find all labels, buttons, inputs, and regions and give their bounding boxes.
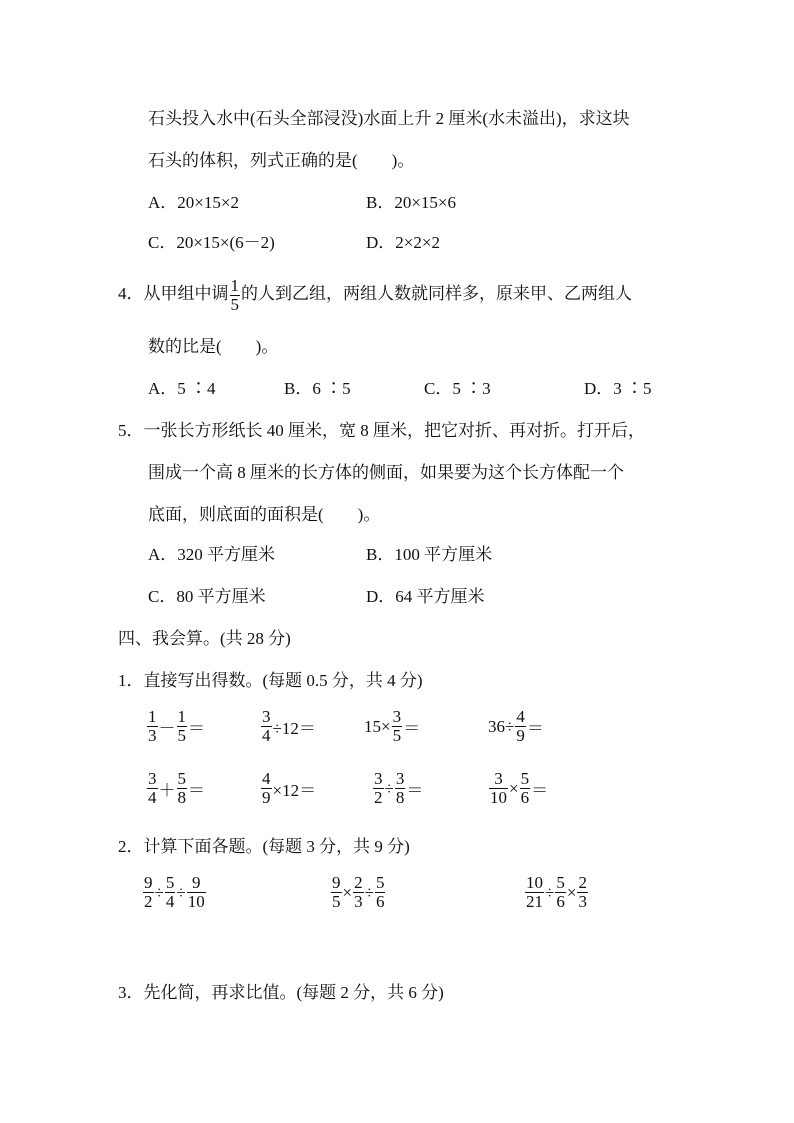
numerator: 3 <box>489 770 508 789</box>
denominator: 9 <box>262 788 271 807</box>
fraction <box>520 770 531 807</box>
numerator: 1 <box>148 707 157 726</box>
operator: ÷ <box>364 882 374 902</box>
fraction <box>577 874 588 911</box>
calc-expression-1 <box>142 874 207 911</box>
numerator: 4 <box>262 769 271 788</box>
operator: ÷ <box>384 778 394 798</box>
fraction <box>392 708 403 745</box>
oral-expression-2 <box>260 708 316 745</box>
oral-expression-1 <box>146 708 205 745</box>
section-heading: 四、我会算。(共 28 分) <box>118 629 291 648</box>
denominator: 5 <box>332 892 341 911</box>
calc-expression-2 <box>330 874 386 911</box>
denominator: 5 <box>177 726 186 745</box>
oral-expression-6 <box>260 770 316 807</box>
equals-sign: ＝ <box>188 781 205 800</box>
operator: × <box>566 882 577 902</box>
numerator: 4 <box>516 707 525 726</box>
operator-tail: ÷12＝ <box>272 719 316 738</box>
q5-text-line1: 5．一张长方形纸长 40 厘米，宽 8 厘米，把它对折、再对折。打开后， <box>118 421 645 440</box>
q5-option-c: C．80 平方厘米 <box>148 587 266 606</box>
denominator: 5 <box>230 294 239 314</box>
numerator: 3 <box>374 769 383 788</box>
operator: ÷ <box>545 882 555 902</box>
numerator: 3 <box>392 707 402 726</box>
fraction <box>177 708 188 745</box>
fraction <box>395 770 406 807</box>
operator: － <box>158 719 176 738</box>
denominator: 4 <box>262 726 271 745</box>
numerator: 2 <box>578 873 587 892</box>
q4-suffix: 的人到乙组，两组人数就同样多，原来甲、乙两组人 <box>241 284 632 303</box>
numerator: 1 <box>177 707 186 726</box>
fraction <box>147 708 158 745</box>
q5-text-line2: 围成一个高 8 厘米的长方体的侧面，如果要为这个长方体配一个 <box>148 463 624 482</box>
fraction <box>375 874 386 911</box>
q4-text-line2: 数的比是( )。 <box>148 337 279 356</box>
q4-option-a: A．5 ∶4 <box>148 379 216 398</box>
operator-head: 15× <box>364 716 391 736</box>
numerator: 3 <box>148 769 157 788</box>
q4-option-b: B．6 ∶5 <box>284 379 351 398</box>
q3-option-b: B．20×15×6 <box>366 193 457 212</box>
q3-option-d: D．2×2×2 <box>366 233 440 252</box>
equals-sign: ＝ <box>188 719 205 738</box>
fraction <box>261 708 272 745</box>
q4-prefix: 4．从甲组中调 <box>118 284 229 303</box>
fraction <box>261 770 272 807</box>
numerator: 1 <box>230 275 239 295</box>
denominator: 21 <box>526 892 543 911</box>
q3-text-line1: 石头投入水中(石头全部浸没)水面上升 2 厘米(水未溢出)，求这块 <box>148 109 630 128</box>
denominator: 4 <box>148 788 157 807</box>
q4-text-line1 <box>118 274 632 314</box>
fraction <box>147 770 158 807</box>
subsection-3-heading: 3．先化简，再求比值。(每题 2 分，共 6 分) <box>118 983 444 1002</box>
oral-expression-4 <box>488 708 544 745</box>
fraction <box>353 874 364 911</box>
numerator: 9 <box>332 873 341 892</box>
operator: × <box>342 882 353 902</box>
fraction <box>525 874 544 911</box>
numerator: 5 <box>375 873 385 892</box>
fraction <box>373 770 384 807</box>
denominator: 6 <box>520 788 530 807</box>
oral-expression-8 <box>488 770 548 807</box>
denominator: 10 <box>490 788 507 807</box>
fraction <box>489 770 508 807</box>
fraction <box>331 874 342 911</box>
numerator: 5 <box>520 769 530 788</box>
numerator: 9 <box>187 874 206 893</box>
equals-sign: ＝ <box>403 719 421 738</box>
denominator: 8 <box>395 788 405 807</box>
numerator: 3 <box>262 707 271 726</box>
subsection-1-heading: 1．直接写出得数。(每题 0.5 分，共 4 分) <box>118 671 423 690</box>
denominator: 9 <box>516 726 525 745</box>
q4-option-d: D．3 ∶5 <box>584 379 652 398</box>
denominator: 10 <box>187 892 205 911</box>
operator: × <box>509 778 519 798</box>
denominator: 3 <box>578 892 587 911</box>
numerator: 5 <box>177 769 186 788</box>
oral-expression-5 <box>146 770 205 807</box>
denominator: 3 <box>354 892 363 911</box>
operator: ÷ <box>176 882 186 902</box>
denominator: 3 <box>148 726 157 745</box>
numerator: 10 <box>526 873 543 892</box>
operator-head: 36÷ <box>488 716 515 736</box>
q3-option-a: A．20×15×2 <box>148 193 239 212</box>
denominator: 2 <box>144 892 153 911</box>
denominator: 8 <box>177 788 186 807</box>
q3-text-line2: 石头的体积，列式正确的是( )。 <box>148 151 415 170</box>
q5-option-a: A．320 平方厘米 <box>148 545 276 564</box>
oral-expression-3 <box>364 708 420 745</box>
numerator: 5 <box>165 873 175 892</box>
fraction <box>143 874 154 911</box>
equals-sign: ＝ <box>531 781 549 800</box>
q5-option-b: B．100 平方厘米 <box>366 545 493 564</box>
q5-text-line3: 底面，则底面的面积是( )。 <box>148 505 381 524</box>
equals-sign: ＝ <box>526 719 544 738</box>
fraction <box>177 770 188 807</box>
denominator: 2 <box>374 788 383 807</box>
q4-option-c: C．5 ∶3 <box>424 379 491 398</box>
fraction <box>165 874 176 911</box>
operator: ÷ <box>154 882 164 902</box>
calc-expression-3 <box>524 874 589 911</box>
operator: ＋ <box>158 781 176 800</box>
oral-expression-7 <box>372 770 423 807</box>
denominator: 4 <box>165 892 175 911</box>
numerator: 9 <box>144 873 153 892</box>
fraction <box>187 874 206 911</box>
fraction <box>555 874 566 911</box>
q4-fraction <box>230 277 241 314</box>
denominator: 5 <box>392 726 402 745</box>
denominator: 6 <box>556 892 565 911</box>
subsection-2-heading: 2．计算下面各题。(每题 3 分，共 9 分) <box>118 837 410 856</box>
fraction <box>515 708 526 745</box>
operator-tail: ×12＝ <box>272 781 317 800</box>
numerator: 5 <box>556 873 565 892</box>
q3-option-c: C．20×15×(6－2) <box>148 233 275 252</box>
q5-option-d: D．64 平方厘米 <box>366 587 485 606</box>
denominator: 6 <box>375 892 385 911</box>
numerator: 2 <box>354 873 363 892</box>
numerator: 3 <box>395 769 405 788</box>
equals-sign: ＝ <box>406 781 424 800</box>
